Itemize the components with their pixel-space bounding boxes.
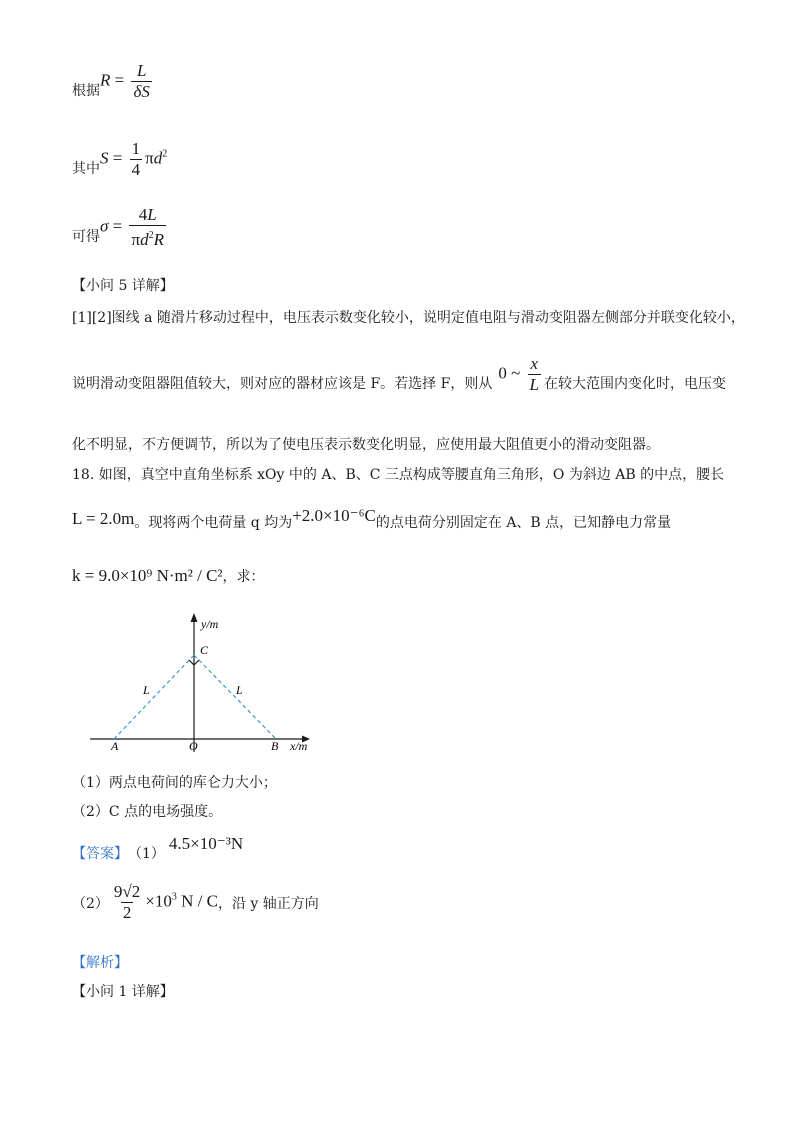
answer-2-direction: ，沿 y 轴正方向 [217,895,319,912]
problem18-line3 [72,566,265,586]
problem18-line3-end: ，求： [222,569,265,585]
answer-2-prefix: （2） [72,895,109,912]
point-a-label: A [111,739,119,753]
q5-paragraph-line2 [72,355,726,394]
conductivity-equation: σ = $\frac{4L}{\pi d^2R}$ [100,205,164,249]
coulomb-constant-value: k = 9.0×10⁹ N·m² / C² [72,566,223,585]
area-equation: S = $\frac{1}{4}$ $\pi d^2$ [100,139,168,179]
formula-resistance [72,62,155,101]
x-axis-label: x/m [290,739,308,753]
y-axis-arrow-icon [191,613,198,622]
answer-line1 [72,833,243,863]
charge-value: +2.0×10⁻⁶C [292,506,376,525]
formula-area [72,140,167,179]
label-genju: 根据 [72,82,100,99]
side-right-label: L [236,683,243,697]
analysis-tag: 【解析】 [72,955,128,971]
side-bc-dashed [194,655,276,739]
coordinate-figure [80,608,320,758]
question-1: （1）两点电荷间的库仑力大小； [72,775,277,791]
ratio-range: 0 ~ $\frac{x}{L}$ [498,354,539,394]
point-o-label: O [189,739,198,753]
problem18-line2-mid: 。现将两个电荷量 q 均为 [134,515,293,531]
formula-conductivity [72,206,169,249]
label-qizhong: 其中 [72,160,100,177]
problem18-line2-end: 的点电荷分别固定在 A、B 点，已知静电力常量 [375,515,672,531]
label-kede: 可得 [72,228,100,245]
side-left-label: L [143,683,150,697]
answer-line2 [72,883,319,922]
q5-line2-tail: 在较大范围内变化时，电压变 [544,375,726,392]
heading-subquestion-1: 【小问 1 详解】 [72,984,174,1000]
side-ac-dashed [114,655,194,739]
answer-1-prefix: （1） [128,846,165,862]
point-b-label: B [271,739,279,753]
problem18-line2 [72,506,671,532]
answer-2-value: $\frac{9√2}{2}$ $\times 10^3$ N / C [113,882,218,922]
q5-line2-text: 说明滑动变阻器阻值较大，则对应的器材应该是 F。若选择 F，则从 [72,375,493,392]
resistance-equation: R = $\frac{L}{\delta S}$ [100,61,150,101]
answer-tag: 【答案】 [72,846,128,862]
side-length-value: L = 2.0m [72,509,135,528]
question-2: （2）C 点的电场强度。 [72,804,223,820]
heading-subquestion-5: 【小问 5 详解】 [72,278,174,294]
answer-1-value: 4.5×10⁻³N [168,834,244,853]
q5-paragraph-line3: 化不明显，不方便调节，所以为了使电压表示数变化明显，应使用最大阻值更小的滑动变阻器。 [72,437,660,453]
y-axis-label: y/m [201,617,219,631]
problem18-line1: 18. 如图，真空中直角坐标系 xOy 中的 A、B、C 三点构成等腰直角三角形，O 为斜边 AB 的中点，腰长 [72,467,725,483]
q5-paragraph-line1: [1][2]图线 a 随滑片移动过程中，电压表示数变化较小，说明定值电阻与滑动变阻器左侧部分并联变化较小， [72,310,745,326]
point-c-label: C [200,643,209,657]
